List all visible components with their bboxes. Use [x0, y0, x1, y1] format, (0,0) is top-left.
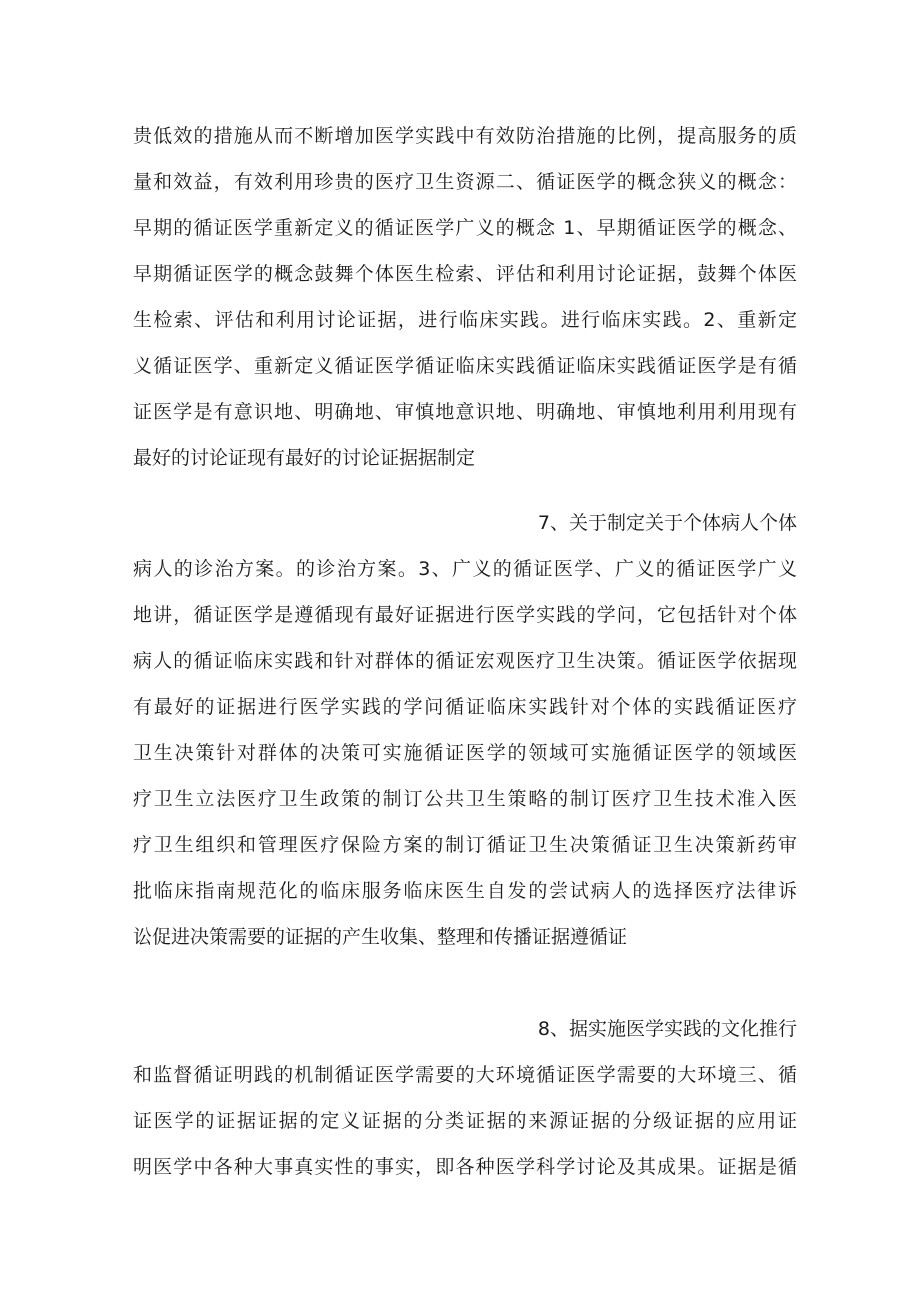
section-number-line: 8、据实施医学实践的文化推行: [537, 1018, 797, 1040]
text-line: 生检索、评估和利用讨论证据，进行临床实践。进行临床实践。2、重新定: [133, 309, 797, 331]
text-line: 早期的循证医学重新定义的循证医学广义的概念 1、早期循证医学的概念、: [133, 217, 797, 239]
text-line: 有最好的证据进行医学实践的学问循证临床实践针对个体的实践循证医疗: [133, 696, 797, 718]
text-line: 量和效益，有效利用珍贵的医疗卫生资源二、循证医学的概念狭义的概念：: [133, 171, 797, 193]
text-line: 疗卫生立法医疗卫生政策的制订公共卫生策略的制订医疗卫生技术准入医: [133, 788, 797, 810]
text-line: 证医学是有意识地、明确地、审慎地意识地、明确地、审慎地利用利用现有: [133, 401, 797, 423]
text-line: 批临床指南规范化的临床服务临床医生自发的尝试病人的选择医疗法律诉: [133, 880, 797, 902]
text-line: 贵低效的措施从而不断增加医学实践中有效防治措施的比例，提高服务的质: [133, 125, 797, 147]
text-line: 地讲，循证医学是遵循现有最好证据进行医学实践的学问，它包括针对个体: [133, 604, 797, 626]
text-line: 疗卫生组织和管理医疗保险方案的制订循证卫生决策循证卫生决策新药审: [133, 834, 797, 856]
text-line: 病人的循证临床实践和针对群体的循证宏观医疗卫生决策。循证医学依据现: [133, 650, 797, 672]
text-line: 卫生决策针对群体的决策可实施循证医学的领域可实施循证医学的领域医: [133, 742, 797, 764]
text-line: 义循证医学、重新定义循证医学循证临床实践循证临床实践循证医学是有循: [133, 355, 797, 377]
text-line: 明医学中各种大事真实性的事实，即各种医学科学讨论及其成果。证据是循: [133, 1156, 797, 1178]
text-line: 讼促进决策需要的证据的产生收集、整理和传播证据遵循证: [133, 926, 628, 948]
text-line: 最好的讨论证现有最好的讨论证据据制定: [133, 447, 476, 469]
paragraph-2: [133, 500, 797, 960]
text-line: 早期循证医学的概念鼓舞个体医生检索、评估和利用讨论证据，鼓舞个体医: [133, 263, 797, 285]
text-line: 和监督循证明践的机制循证医学需要的大环境循证医学需要的大环境三、循: [133, 1064, 797, 1086]
section-number-line: 7、关于制定关于个体病人个体: [537, 512, 797, 534]
paragraph-3: [133, 1006, 797, 1190]
paragraph-1: [133, 113, 797, 481]
text-line: 证医学的证据证据的定义证据的分类证据的来源证据的分级证据的应用证: [133, 1110, 797, 1132]
text-line: 病人的诊治方案。的诊治方案。3、广义的循证医学、广义的循证医学广义: [133, 558, 797, 580]
